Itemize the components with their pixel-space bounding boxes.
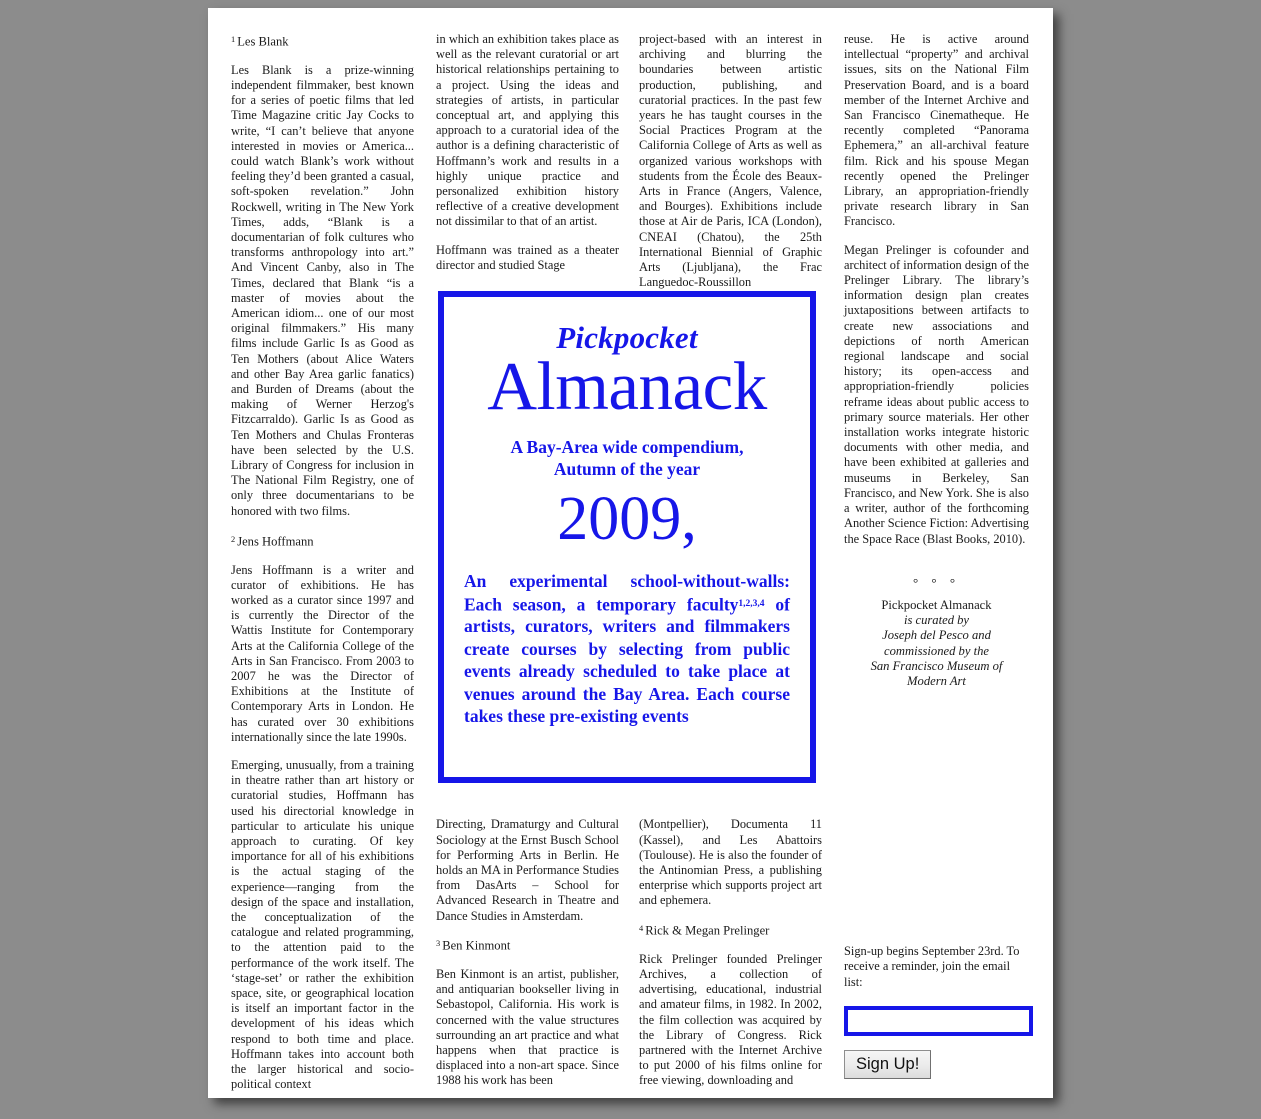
footnote-marker: 2 (231, 534, 236, 544)
signup-instructions: Sign-up begins September 23rd. To receive a reminder, join the email list: (844, 944, 1020, 989)
hero-content (444, 297, 810, 728)
hero-kicker: Pickpocket (556, 320, 698, 355)
curated-line-2: is curated by (903, 613, 970, 628)
paragraph: (Montpellier), Documenta 11 (Kassel), and Les Abattoirs (Toulouse). He is also the founder of the Antinomian Press, a publishing enterprise which supports project art and ephemera. (639, 817, 822, 908)
curated-by-block (844, 576, 1029, 689)
curated-line-4: commissioned by the (884, 643, 989, 658)
curated-line-5: San Francisco Museum of (870, 658, 1003, 673)
paragraph: Jens Hoffmann is a writer and curator of exhibitions. He has worked as a curator since 1997 and is currently the Director of the Wattis Institute for Contemporary Arts at the California College of the Arts in San Francisco. From 2003 to 2007 he was the Director of Exhibitions at the Institute of Contemporary Arts in London. He has curated over 30 exhibitions internationally since the late 1990s. (231, 562, 414, 744)
text-column-3 (639, 32, 822, 290)
hero-footnote-markers: 1,2,3,4 (738, 598, 765, 609)
hero-title: Almanack (487, 348, 767, 424)
paragraph: Hoffmann was trained as a theater director and studied Stage (436, 242, 619, 272)
paragraph: Les Blank is a prize-winning independent filmmaker, best known for a series of poetic films that led Time Magazine critic Jay Cocks to write, “I can’t believe that anyone interested in movies or America... could watch Blank’s work without feeling they’d been granted a casual, soft-spoken revelation.” John Rockwell, writing in The New York Times, adds, “Blank is a documentarian of folk cultures who transforms anthropology into art.” And Vincent Canby, also in The Times, declared that Blank “is a master of movies about the American idiom... one of our most original filmmakers.” His many films include Garlic Is as Good as Ten Mothers (about Alice Waters and other Bay Area garlic fanatics) and Burden of Dreams (about the making of Werner Herzog's Fitzcarraldo). Garlic Is as Good as Ten Mothers and Chulas Fronteras have been selected by the U.S. Library of Congress for inclusion in The National Film Registry, one of only three documentarians to be honored with two films. (231, 62, 414, 518)
footnote-heading-ben-kinmont (436, 936, 619, 954)
hero-subtitle-line-2: Autumn of the year (553, 459, 701, 479)
paragraph: Megan Prelinger is cofounder and architect of information design of the Prelinger Library. The library’s information design plan creates juxtapositions between artifacts to create new associations and depictions of north American regional landscape and social history; its open-access and appropriation-friendly policies reframe ideas about public access to primary source materials. Her other installation works integrate historic documents with other media, and have been exhibited at galleries and museums in Berkeley, San Francisco, and New York. She is also a writer, author of the forthcoming Another Science Fiction: Advertising the Space Race (Blast Books, 2010). (844, 242, 1029, 546)
paragraph: Ben Kinmont is an artist, publisher, and antiquarian bookseller living in Sebastopol, California. His work is concerned with the value structures surrounding an art practice and what happens when that practice is displaced into a non-art space. Since 1988 his work has been (436, 966, 619, 1088)
curated-line-3: Joseph del Pesco and (882, 628, 991, 643)
text-column-3-continued (639, 805, 822, 1098)
footnote-marker: 3 (436, 939, 441, 949)
paragraph: Rick Prelinger founded Prelinger Archives, a collection of advertising, educational, industrial and amateur films, in 1982. In 2002, the film collection was acquired by the Library of Congress. Rick partnered with the Internet Archive to put 2000 of his films online for free viewing, downloading and (639, 951, 822, 1088)
paragraph: in which an exhibition takes place as well as the relevant curatorial or art historical relationships pertaining to a project. Using the ideas and strategies of artists, in particular conceptual art, and applying this approach to a curatorial idea of the author is a defining characteristic of Hoffmann’s work and results in a highly unique practice and personalized exhibition history reflective of a creative development not dissimilar to that of an artist. (436, 32, 619, 229)
document-page (208, 8, 1053, 1098)
hero-subtitle (458, 436, 796, 480)
footnote-heading-label: Ben Kinmont (442, 938, 511, 953)
hero-subtitle-line-1: A Bay-Area wide compendium, (510, 437, 744, 457)
footnote-heading-jens-hoffmann (231, 532, 414, 550)
footnote-heading-rick-megan-prelinger (639, 921, 822, 939)
hero-description (458, 570, 796, 728)
footnote-heading-label: Rick & Megan Prelinger (645, 923, 770, 938)
footnote-marker: 1 (231, 35, 236, 44)
email-input[interactable] (844, 1006, 1033, 1036)
almanack-hero-box (438, 291, 816, 783)
footnote-heading-label: Les Blank (237, 34, 289, 49)
hero-description-part-2: of artists, curators, writers and filmmakers create courses by selecting from public events already scheduled to take place at venues around the Bay Area. Each course takes these pre-existing events (464, 593, 790, 727)
paragraph: project-based with an interest in archiving and blurring the boundaries between artistic production, publishing, and curatorial practices. In the past few years he has taught courses in the Social Practices Program at the California College of Arts as well as organized various workshops with students from the École des Beaux-Arts in France (Angers, Valence, and Bourges). Exhibitions include those at Air de Paris, ICA (London), CNEAI (Chatou), the 25th International Biennial of Graphic Arts (Ljubljana), the Frac Languedoc-Roussillon (639, 32, 822, 290)
footnote-heading-les-blank (231, 32, 414, 50)
paragraph: Directing, Dramaturgy and Cultural Sociology at the Ernst Busch School for Performing Arts in Berlin. He holds an MA in Performance Studies from DasArts – School for Advanced Research in Theatre and Dance Studies in Amsterdam. (436, 817, 619, 923)
signup-button[interactable]: Sign Up! (844, 1050, 931, 1079)
hero-description-part-1: An experimental school-without-walls: Each season, a temporary faculty (464, 571, 790, 614)
text-column-1 (231, 32, 414, 1092)
paragraph: reuse. He is active around intellectual “property” and archival issues, sits on the National Film Preservation Board, and is a board member of the Internet Archive and San Francisco Cinematheque. He recently completed “Panorama Ephemera,” an all-archival feature film. Rick and his spouse Megan recently opened the Prelinger Library, an appropriation-friendly private research library in San Francisco. (844, 32, 1029, 229)
ornament-dots-icon: ° ° ° (912, 575, 961, 590)
signup-block (844, 944, 1029, 1079)
hero-year: 2009, (557, 485, 697, 553)
footnote-heading-label: Jens Hoffmann (237, 534, 314, 549)
text-column-4 (844, 32, 1029, 547)
curated-title: Pickpocket Almanack (881, 598, 992, 612)
footnote-marker: 4 (639, 924, 644, 933)
text-column-2 (436, 32, 619, 273)
paragraph: Emerging, unusually, from a training in theatre rather than art history or curatorial studies, Hoffmann has used his directorial knowledge in particular to articulate his unique approach to curating. Of key importance for all of his exhibitions is the actual staging of the experience—ranging from the design of the space and installation, the conceptualization of the catalogue and related programming, to the attention paid to the performance of the work itself. The ‘stage-set’ or rather the exhibition space, site, or geographical location is itself an important factor in the development of his ideas which respond to both time and place. Hoffmann takes into account both the larger historical and socio-political context (231, 757, 414, 1092)
curated-line-6: Modern Art (907, 674, 966, 689)
text-column-2-continued (436, 805, 619, 1098)
